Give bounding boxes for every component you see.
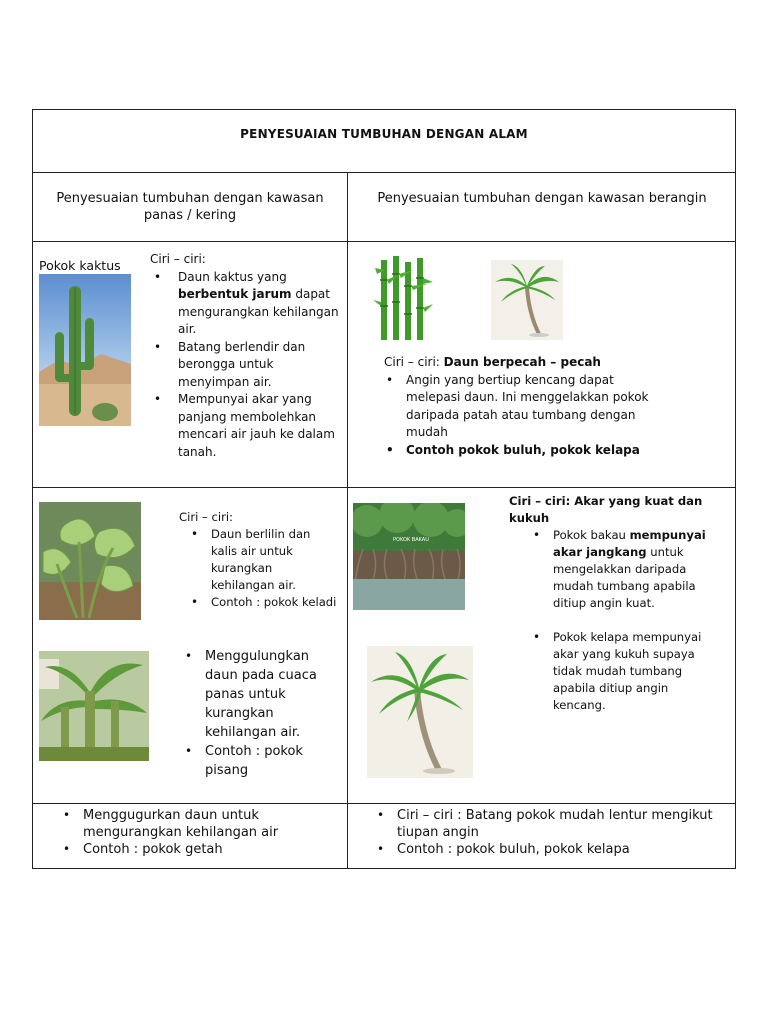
palm-icon [491, 260, 563, 340]
header-left: Penyesuaian tumbuhan dengan kawasan panas / kering [56, 191, 324, 223]
list-item: • Mempunyai akar yang panjang membolehkan mencari air jauh ke dalam tanah. [148, 391, 346, 461]
cactus-label: Pokok kaktus [39, 258, 121, 273]
column-divider [347, 172, 348, 869]
mangrove-features [527, 527, 707, 714]
yam-icon [39, 502, 141, 620]
mangrove-ciri-label: Ciri – ciri: Akar yang kuat dan kukuh [509, 494, 703, 525]
list-item: • Menggugurkan daun untuk mengurangkan kehilangan air [57, 807, 343, 841]
row-divider [33, 241, 735, 242]
windy-leaf-features [384, 354, 734, 459]
header-right: Penyesuaian tumbuhan dengan kawasan berangin [377, 191, 707, 206]
ciri-label: Ciri – ciri: [179, 510, 233, 524]
cactus-features [150, 251, 346, 461]
mangrove-icon [353, 503, 465, 610]
rubber-features [57, 807, 343, 858]
list-item: • Contoh : pokok keladi [185, 594, 339, 611]
list-item: • Contoh : pokok getah [57, 841, 343, 858]
list-item: • Ciri – ciri : Batang pokok mudah lentur mengikut tiupan angin [371, 807, 735, 841]
list-item: • Pokok bakau mempunyai akar jangkang untuk mengelakkan daripada mudah tumbang apabila ditiup angin kuat. [527, 527, 707, 612]
flexible-stem-features [371, 807, 735, 858]
banana-features [179, 647, 343, 780]
list-item: • Daun kaktus yang berbentuk jarum dapat mengurangkan kehilangan air. [148, 269, 346, 339]
svg-text:POKOK BAKAU: POKOK BAKAU [393, 537, 429, 543]
yam-features [179, 509, 339, 611]
list-item: • Angin yang bertiup kencang dapat melepasi daun. Ini menggelakkan pokok daripada patah atau tumbang dengan mudah [380, 372, 656, 442]
coconut-palm-icon [367, 646, 473, 778]
cactus-icon [39, 274, 131, 426]
page-title: PENYESUAIAN TUMBUHAN DENGAN ALAM [240, 127, 528, 141]
row-divider [33, 803, 735, 804]
list-item: • Menggulungkan daun pada cuaca panas untuk kurangkan kehilangan air. [179, 647, 343, 742]
list-item: • Contoh pokok buluh, pokok kelapa [380, 442, 734, 460]
ciri-label: Ciri – ciri: [150, 252, 206, 266]
list-item: • Pokok kelapa mempunyai akar yang kukuh supaya tidak mudah tumbang apabila ditiup angin kencang. [527, 629, 707, 714]
ciri-label: Ciri – ciri: Daun berpecah – pecah [384, 355, 601, 369]
bamboo-icon [373, 256, 435, 342]
list-item: • Batang berlendir dan berongga untuk menyimpan air. [148, 339, 346, 392]
list-item: • Contoh : pokok buluh, pokok kelapa [371, 841, 735, 858]
content-table [32, 109, 736, 869]
list-item: • Contoh : pokok pisang [179, 742, 343, 780]
row-divider [33, 172, 735, 173]
list-item: • Daun berlilin dan kalis air untuk kurangkan kehilangan air. [185, 526, 339, 594]
row-divider [33, 487, 735, 488]
banana-icon [39, 651, 149, 761]
